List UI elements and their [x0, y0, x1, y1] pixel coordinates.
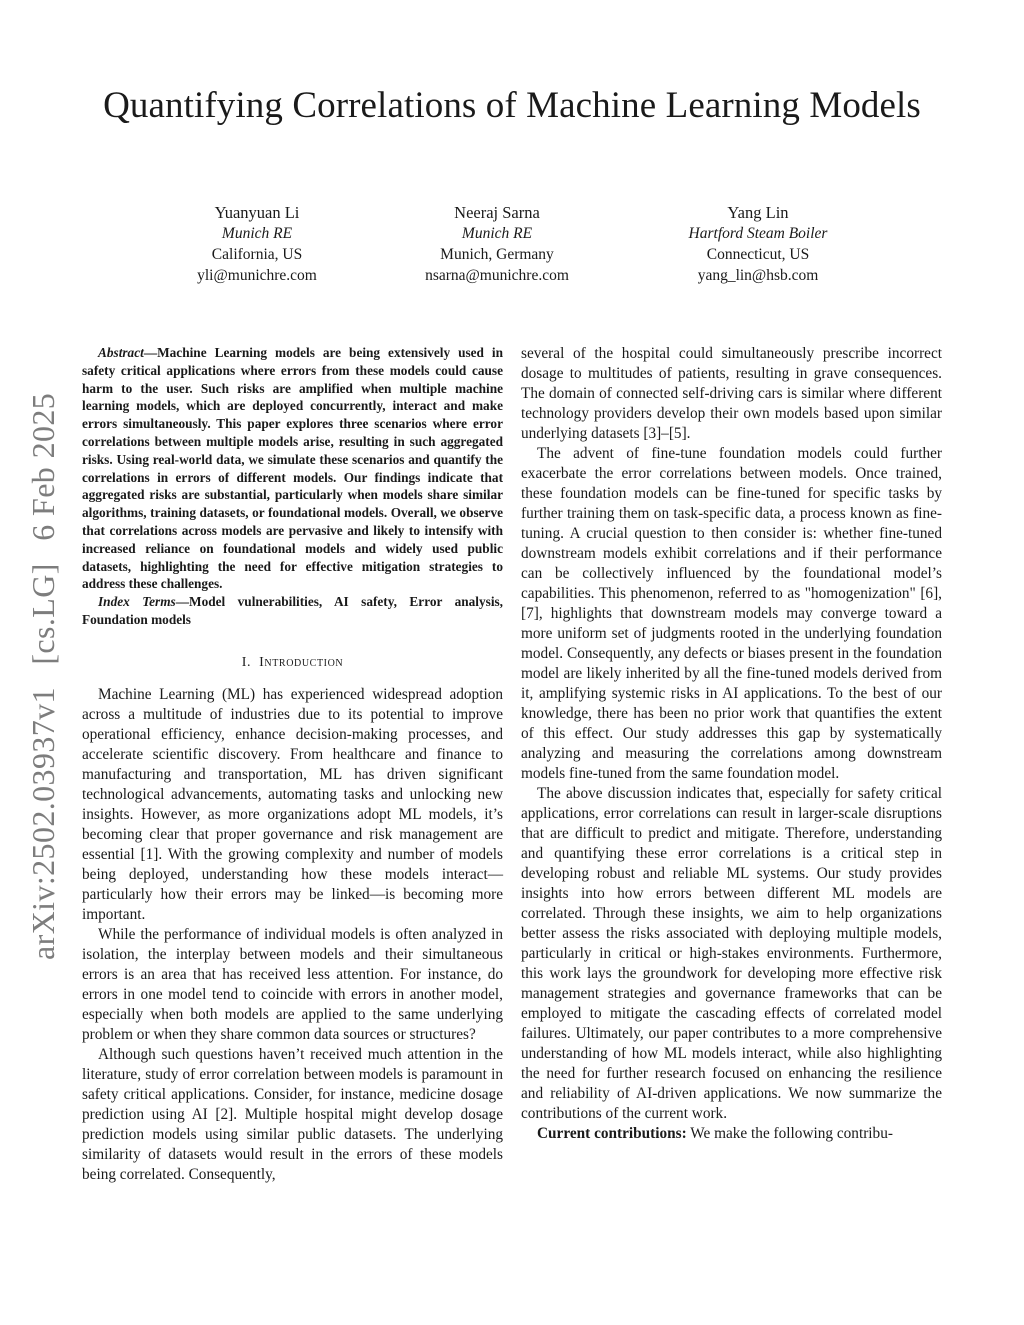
abstract-text: —Machine Learning models are being extensively used in safety critical applications where errors from these models could cause harm to the user. Such risks are amplified when multiple machine learning models, which are deployed concurrently, interact and make errors simultaneously. This paper explores three scenarios where error correlations between multiple models arise, resulting in such aggregated risks. Using real-world data, we simulate these scenarios and quantify the correlations in errors of different models. Our findings indicate that aggregated risks are substantial, particularly when models share similar algorithms, training datasets, or foundational models. Overall, we observe that correlations across models are pervasive and likely to intensify with increased reliance on foundational models and widely used public datasets, highlighting the need for effective mitigation strategies to address these challenges. [82, 345, 503, 592]
author-name: Neeraj Sarna [454, 203, 540, 222]
abstract [82, 344, 503, 593]
author-email: yang_lin@hsb.com [697, 267, 819, 284]
author-1 [117, 202, 397, 286]
section-title: Introduction [259, 654, 344, 670]
author-3 [618, 202, 898, 286]
body-paragraph: Although such questions haven’t received much attention in the literature, study of error correlation between models is paramount in safety critical applications. Consider, for instance, medicine dosage prediction using AI [2]. Multiple hospital might develop dosage prediction models using similar public datasets. The underlying similarity of datasets would result in the errors of these models being correlated. Consequently, [82, 1045, 503, 1183]
body-paragraph-continued: several of the hospital could simultaneously prescribe incorrect dosage to multitudes of patients, resulting in grave consequences. The domain of connected self-driving cars is similar where different technology providers develop their own models based upon similar underlying datasets [3]–[5]. [521, 345, 942, 442]
arxiv-stamp [18, 360, 68, 960]
author-affiliation: Hartford Steam Boiler [688, 225, 828, 242]
body-paragraph: The above discussion indicates that, especially for safety critical applications, error correlations can result in larger-scale disruptions that are difficult to predict and mitigate. Therefore, understanding and quantifying these error correlations is a critical step in developing robust and reliable ML systems. Our study provides insights into how errors between different ML models are correlated. Through these insights, we aim to help organizations better assess the risks associated with deploying multiple models, particularly in critical or high-stakes environments. Furthermore, this work lays the groundwork for developing more effective risk management strategies and governance frameworks that can be employed to mitigate the cascading effects of correlated model failures. Ultimately, our paper contributes to a more comprehensive understanding of how ML models interact, while also highlighting the need for further research focused on enhancing the resilience and reliability of AI-driven applications. We now summarize the contributions of the current work. [521, 785, 942, 1122]
body-paragraph: The advent of fine-tune foundation models could further exacerbate the error correlations between models. Once trained, these foundation models can be fine-tuned for specific tasks by further training them on task-specific data, a process known as fine-tuning. A crucial question to then consider is: whether fine-tuned downstream models exhibit correlations and if their performance can be collectively influenced by the foundational model’s capabilities. This phenomenon, referred to as "homogenization" [6], [7], highlights that downstream models may converge toward a more uniform set of judgments rooted in the underlying foundation model. Consequently, any defects or biases present in the foundation model are likely inherited by all the fine-tuned models derived from it, amplifying systemic risks in AI applications. To the best of our knowledge, there has been no prior work that quantifies the extent of this effect. Our study addresses this gap by systematically analyzing and measuring the correlations among downstream models fine-tuned from the same foundation model. [521, 445, 942, 782]
index-terms-text: —Model vulnerabilities, AI safety, Error analysis, Foundation models [82, 594, 504, 627]
contributions-paragraph [521, 1124, 942, 1144]
index-terms [82, 593, 503, 629]
contributions-label: Current contributions: [537, 1125, 687, 1142]
author-affiliation: Munich RE [461, 225, 533, 242]
arxiv-category: [cs.LG] [25, 563, 61, 665]
author-name: Yuanyuan Li [214, 203, 300, 222]
author-location: Munich, Germany [440, 246, 554, 263]
author-location: Connecticut, US [706, 246, 810, 263]
author-block [0, 202, 1024, 292]
arxiv-id: arXiv:2502.03937v1 [25, 687, 61, 960]
left-column [82, 344, 503, 1185]
author-name: Yang Lin [727, 203, 789, 222]
body-paragraph: While the performance of individual models is often analyzed in isolation, the interplay between models and their simultaneous errors is an area that has received less attention. For instance, do errors in one model tend to coincide with errors in another model, especially when both models are applied to the same underlying problem or when they share common data sources or structures? [82, 925, 503, 1043]
section-number: I. [241, 654, 252, 670]
author-email: yli@munichre.com [197, 267, 317, 284]
contributions-text: We make the following contribu- [686, 1125, 893, 1142]
arxiv-date: 6 Feb 2025 [25, 392, 61, 541]
author-affiliation: Munich RE [221, 225, 293, 242]
right-column [521, 344, 942, 1144]
author-2 [357, 202, 637, 286]
index-terms-label: Index Terms [98, 594, 176, 610]
section-heading [82, 653, 503, 673]
author-location: California, US [211, 246, 303, 263]
abstract-label: Abstract [98, 345, 144, 360]
page-title: Quantifying Correlations of Machine Learning Models [103, 85, 921, 126]
body-paragraph: Machine Learning (ML) has experienced widespread adoption across a multitude of industries due to its potential to improve operational efficiency, enhance decision-making processes, and accelerate scientific discovery. From healthcare and finance to manufacturing and transportation, ML has driven significant technological advancements, automating tasks and unlocking new insights. However, as more organizations adopt ML models, it’s becoming clear that proper governance and risk management are essential [1]. With the growing complexity and number of models being deployed, understanding how these models interact—particularly how their errors may be linked—is becoming more important. [82, 685, 503, 923]
author-email: nsarna@munichre.com [425, 267, 569, 284]
